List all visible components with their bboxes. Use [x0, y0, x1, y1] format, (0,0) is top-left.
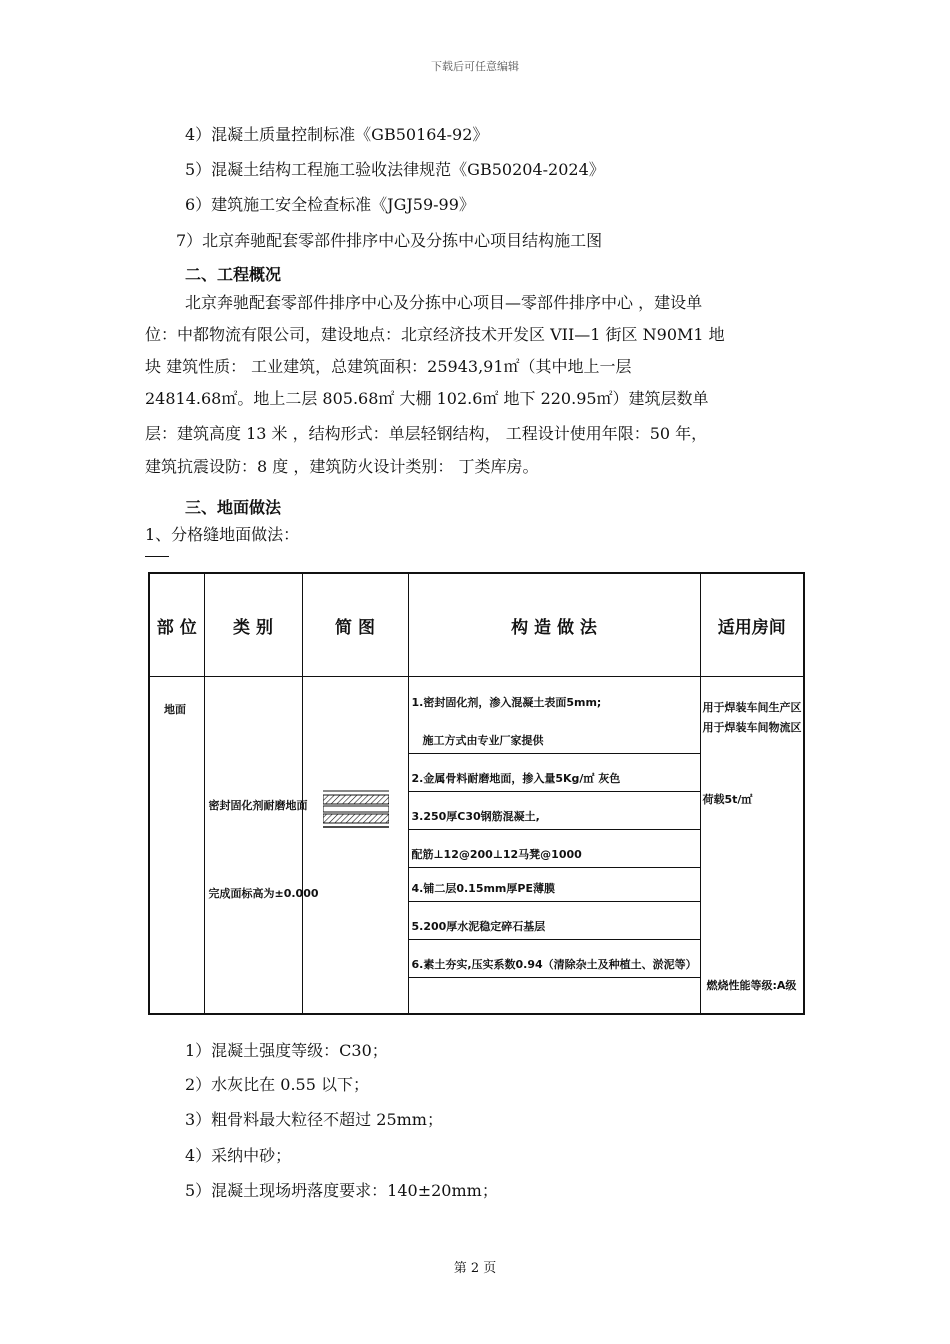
- fire-rating: 燃烧性能等级:A级: [706, 979, 797, 992]
- layer-text: 2.金属骨料耐磨地面，掺入量5Kg/㎡ 灰色: [411, 772, 621, 785]
- paragraph-line: 北京奔驰配套零部件排序中心及分拣中心项目—零部件排序中心 ，建设单: [185, 293, 703, 312]
- category-name: 密封固化剂耐磨地面: [208, 799, 308, 812]
- layer-text: 4.铺二层0.15mm厚PE薄膜: [411, 882, 555, 895]
- page-number: 第 2 页: [453, 1261, 497, 1276]
- paragraph-line: 块 建筑性质： 工业建筑，总建筑面积：25943,91㎡（其中地上一层: [145, 357, 632, 376]
- paragraph-line: 建筑抗震设防：8 度 ，建筑防火设计类别： 丁类库房。: [145, 457, 539, 476]
- section-title: 三、地面做法: [185, 498, 282, 517]
- ref-item: 7）北京奔驰配套零部件排序中心及分拣中心项目结构施工图: [176, 231, 603, 250]
- paragraph-line: 层：建筑高度 13 米 ，结构形式：单层轻钢结构， 工程设计使用年限：50 年，: [145, 424, 708, 443]
- paragraph-line: 24814.68㎡。地上二层 805.68㎡ 大棚 102.6㎡ 地下 220.95㎡）建筑层数单: [145, 389, 709, 408]
- layer-text: 1.密封固化剂，渗入混凝土表面5mm;: [411, 696, 602, 709]
- requirement-item: 2）水灰比在 0.55 以下；: [185, 1075, 369, 1094]
- page-header-note: 下载后可任意编辑: [431, 60, 519, 73]
- header-category: 类 别: [204, 573, 302, 677]
- room-usage: 用于焊装车间生产区: [702, 701, 802, 714]
- part-label: 地面: [164, 703, 186, 716]
- requirement-item: 1）混凝土强度等级：C30；: [185, 1041, 388, 1060]
- ref-item: 5）混凝土结构工程施工验收法律规范《GB50204-2024》: [185, 160, 605, 179]
- header-part: 部 位: [149, 573, 204, 677]
- floor-section-diagram: [323, 789, 389, 829]
- ref-item: 4）混凝土质量控制标准《GB50164-92》: [185, 125, 489, 144]
- layer-text: 3.250厚C30钢筋混凝土,: [411, 810, 540, 823]
- load-rating: 荷载5t/㎡: [702, 793, 753, 806]
- ref-item: 6）建筑施工安全检查标准《JGJ59-99》: [185, 195, 475, 214]
- floor-construction-table: [148, 572, 805, 1015]
- subsection-title: 1、分格缝地面做法：: [145, 525, 300, 544]
- layer-text: 施工方式由专业厂家提供: [422, 734, 544, 747]
- requirement-item: 5）混凝土现场坍落度要求：140±20mm；: [185, 1181, 498, 1200]
- room-usage: 用于焊装车间物流区: [702, 721, 802, 734]
- separator-line: [145, 556, 169, 557]
- layer-text: 配筋⊥12@200⊥12马凳@1000: [411, 848, 582, 861]
- requirement-item: 4）采纳中砂；: [185, 1146, 292, 1165]
- paragraph-line: 位：中都物流有限公司，建设地点：北京经济技术开发区 VII—1 街区 N90M1 地: [145, 325, 725, 344]
- category-level: 完成面标高为±0.000: [208, 887, 319, 900]
- section-title: 二、工程概况: [185, 265, 282, 284]
- requirement-item: 3）粗骨料最大粒径不超过 25mm；: [185, 1110, 443, 1129]
- layer-text: 6.素土夯实,压实系数0.94（清除杂土及种植土、淤泥等）: [411, 958, 697, 971]
- layer-text: 5.200厚水泥稳定碎石基层: [411, 920, 546, 933]
- header-method: 构 造 做 法: [408, 573, 700, 677]
- header-diagram: 简 图: [302, 573, 408, 677]
- header-rooms: 适用房间: [700, 573, 804, 677]
